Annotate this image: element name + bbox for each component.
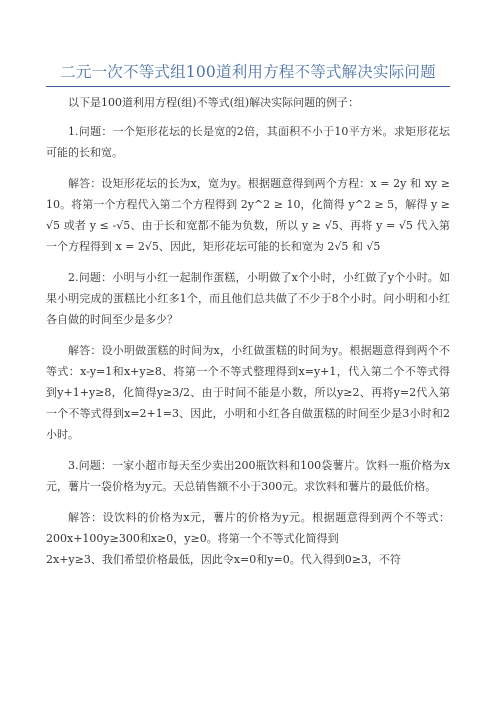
title-underline <box>46 86 450 87</box>
problem-3-answer-continued: 2x+y≥3、我们希望价格最低，因此令x=0和y=0。代入得到0≥3，不符 <box>46 553 401 566</box>
problem-3-question: 3.问题：一家小超市每天至少卖出200瓶饮料和100袋薯片。饮料一瓶价格为x元，薯片一袋价格为y元。天总销售额不小于300元。求饮料和薯片的最低价格。 <box>46 459 450 493</box>
problem-1-question: 1.问题：一个矩形花坛的长是宽的2倍，其面积不小于10平方米。求矩形花坛可能的长和宽。 <box>46 125 450 159</box>
document-body <box>46 92 450 570</box>
problem-2-answer: 解答：设小明做蛋糕的时间为x，小红做蛋糕的时间为y。根据题意得到两个不等式：x-y=1和x+y≥8、将第一个不等式整理得到x=y+1，代入第二个不等式得到y+1+y≥8，化简得y≥3/2、由于时间不能是小数，所以y≥2、再将y=2代入第一个不等式得到x=2+1=3、因此，小明和小红各自做蛋糕的时间至少是3小时和2小时。 <box>46 344 450 441</box>
problem-2-question: 2.问题：小明与小红一起制作蛋糕，小明做了x个小时，小红做了y个小时。如果小明完成的蛋糕比小红多1个，而且他们总共做了不少于8个小时。问小明和小红各自做的时间至少是多少？ <box>46 271 450 326</box>
intro-paragraph: 以下是100道利用方程(组)不等式(组)解决实际问题的例子： <box>68 96 360 109</box>
problem-1-answer: 解答：设矩形花坛的长为x，宽为y。根据题意得到两个方程：x = 2y 和 xy ≥ 10。将第一个方程代入第二个方程得到 2y^2 ≥ 10，化简得 y^2 ≥ 5，解得 y ≥ √5 或者 y ≤ -√5、由于长和宽都不能为负数，所以 y ≥ √5、再将 y = √5 代入第一个方程得到 x = 2√5、因此，矩形花坛可能的长和宽为 2√5 和 √5 <box>46 177 450 253</box>
document-title: 二元一次不等式组100道利用方程不等式解决实际问题 <box>60 63 436 81</box>
problem-3-answer: 解答：设饮料的价格为x元，薯片的价格为y元。根据题意得到两个不等式：200x+100y≥300和x≥0，y≥0。将第一个不等式化简得到 <box>46 511 450 545</box>
